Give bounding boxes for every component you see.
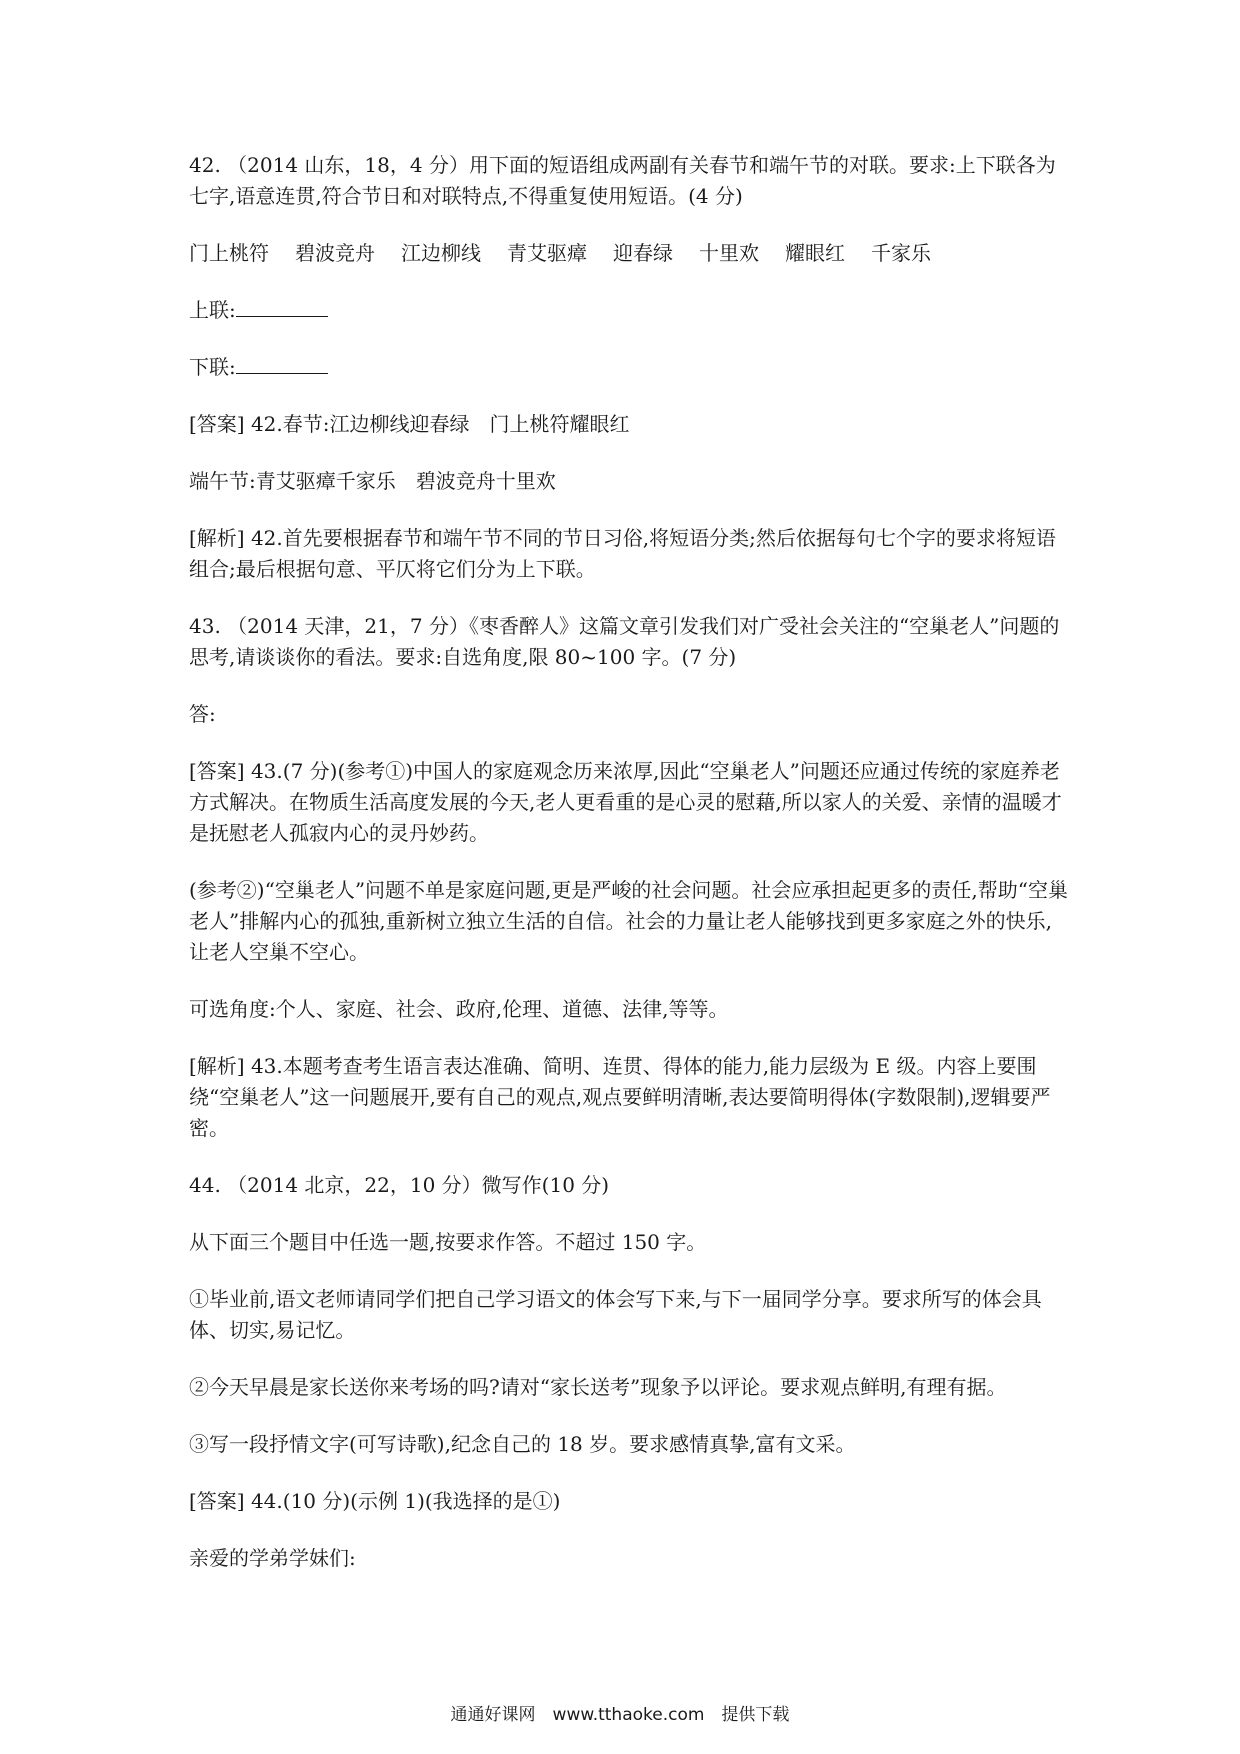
q44-instruction: 从下面三个题目中任选一题,按要求作答。不超过 150 字。 (189, 1230, 707, 1254)
q44-option-1: ①毕业前,语文老师请同学们把自己学习语文的体会写下来,与下一届同学分享。要求所写的体会具体、切实,易记忆。 (189, 1287, 1042, 1342)
phrase: 门上桃符 (189, 241, 269, 265)
phrase: 千家乐 (871, 241, 931, 265)
q42-lower-line (189, 352, 1069, 383)
q43-stem: 43. （2014 天津，21，7 分）《枣香醉人》这篇文章引发我们对广受社会关注的“空巢老人”问题的思考,请谈谈你的看法。要求:自选角度,限 80~100 字。(7 分) (189, 614, 1060, 669)
phrase: 江边柳线 (401, 241, 481, 265)
answer-blank (236, 355, 328, 374)
q44-stem: 44. （2014 北京，22，10 分）微写作(10 分) (189, 1173, 610, 1197)
q43-answer-label: 答: (189, 702, 216, 726)
q44-greeting: 亲爱的学弟学妹们: (189, 1546, 356, 1570)
q42-phrase-list (189, 238, 1069, 269)
phrase: 耀眼红 (785, 241, 845, 265)
q43-angles: 可选角度:个人、家庭、社会、政府,伦理、道德、法律,等等。 (189, 997, 729, 1021)
q44-answer: [答案] 44.(10 分)(示例 1)(我选择的是①) (189, 1489, 561, 1513)
q42-answer-2: 端午节:青艾驱瘴千家乐 碧波竞舟十里欢 (189, 469, 556, 493)
q43-answer-ref-2: (参考②)“空巢老人”问题不单是家庭问题,更是严峻的社会问题。社会应承担起更多的责任,帮助“空巢老人”排解内心的孤独,重新树立独立生活的自信。社会的力量让老人能够找到更多家庭之外的快乐,让老人空巢不空心。 (189, 878, 1068, 964)
page-footer: 通通好课网 www.tthaoke.com 提供下载 (450, 1705, 790, 1725)
upper-label: 上联: (189, 298, 236, 322)
phrase: 青艾驱瘴 (507, 241, 587, 265)
phrase: 十里欢 (699, 241, 759, 265)
q42-stem: 42. （2014 山东，18，4 分）用下面的短语组成两副有关春节和端午节的对联。要求:上下联各为七字,语意连贯,符合节日和对联特点,不得重复使用短语。(4 分) (189, 153, 1056, 208)
q42-analysis: [解析] 42.首先要根据春节和端午节不同的节日习俗,将短语分类;然后依据每句七个字的要求将短语组合;最后根据句意、平仄将它们分为上下联。 (189, 526, 1056, 581)
q44-option-2: ②今天早晨是家长送你来考场的吗?请对“家长送考”现象予以评论。要求观点鲜明,有理有据。 (189, 1375, 1007, 1399)
lower-label: 下联: (189, 355, 236, 379)
document-body (189, 150, 1069, 1574)
q42-answer-1: [答案] 42.春节:江边柳线迎春绿 门上桃符耀眼红 (189, 412, 630, 436)
phrase: 迎春绿 (613, 241, 673, 265)
q43-analysis: [解析] 43.本题考查考生语言表达准确、简明、连贯、得体的能力,能力层级为 E 级。内容上要围绕“空巢老人”这一问题展开,要有自己的观点,观点要鲜明清晰,表达要简明得体(字数限制),逻辑要严密。 (189, 1054, 1051, 1140)
q42-upper-line (189, 295, 1069, 326)
phrase: 碧波竞舟 (295, 241, 375, 265)
answer-blank (236, 298, 328, 317)
q44-option-3: ③写一段抒情文字(可写诗歌),纪念自己的 18 岁。要求感情真挚,富有文采。 (189, 1432, 856, 1456)
q43-answer-ref-1: [答案] 43.(7 分)(参考①)中国人的家庭观念历来浓厚,因此“空巢老人”问题还应通过传统的家庭养老方式解决。在物质生活高度发展的今天,老人更看重的是心灵的慰藉,所以家人的关爱、亲情的温暖才是抚慰老人孤寂内心的灵丹妙药。 (189, 759, 1062, 845)
